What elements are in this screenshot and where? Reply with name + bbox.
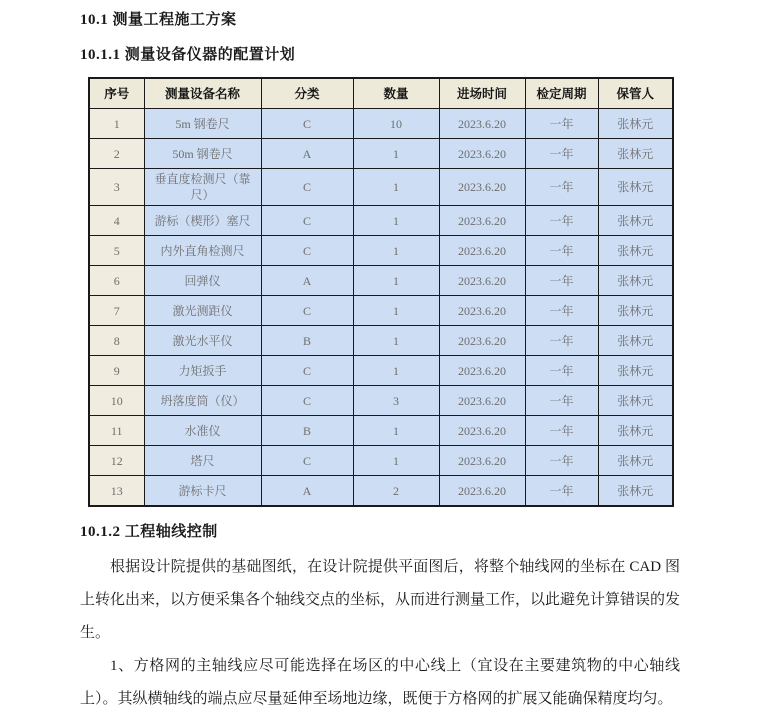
- table-cell: 水准仪: [144, 416, 261, 446]
- table-cell: 2023.6.20: [439, 476, 525, 507]
- table-cell: 一年: [525, 356, 598, 386]
- cell-index: 11: [89, 416, 144, 446]
- table-cell: 2023.6.20: [439, 416, 525, 446]
- table-cell: 张林元: [598, 266, 673, 296]
- table-cell: 张林元: [598, 109, 673, 139]
- table-row: [89, 206, 673, 236]
- table-cell: 张林元: [598, 356, 673, 386]
- column-header-name: 测量设备名称: [144, 78, 261, 109]
- table-cell: A: [261, 266, 353, 296]
- table-cell: C: [261, 109, 353, 139]
- cell-index: 4: [89, 206, 144, 236]
- table-cell: 10: [353, 109, 439, 139]
- section-heading-10-1: 10.1 测量工程施工方案: [80, 12, 237, 28]
- table-cell: 张林元: [598, 386, 673, 416]
- table-cell: C: [261, 386, 353, 416]
- table-cell: 1: [353, 356, 439, 386]
- table-cell: C: [261, 356, 353, 386]
- table-row: [89, 296, 673, 326]
- column-header-index: 序号: [89, 78, 144, 109]
- table-cell: 1: [353, 206, 439, 236]
- table-cell: 张林元: [598, 206, 673, 236]
- table-cell: 一年: [525, 109, 598, 139]
- equipment-table-body: [89, 109, 673, 507]
- table-cell: 2023.6.20: [439, 386, 525, 416]
- paragraph-grid-rule: 1、方格网的主轴线应尽可能选择在场区的中心线上（宜设在主要建筑物的中心轴线上）。其纵横轴线的端点应尽量延伸至场地边缘，既便于方格网的扩展又能确保精度均匀。: [80, 658, 680, 707]
- table-cell: 1: [353, 266, 439, 296]
- cell-index: 9: [89, 356, 144, 386]
- table-cell: B: [261, 416, 353, 446]
- column-header-entrydate: 进场时间: [439, 78, 525, 109]
- cell-index: 13: [89, 476, 144, 507]
- table-cell: B: [261, 326, 353, 356]
- table-row: [89, 386, 673, 416]
- table-cell: 力矩扳手: [144, 356, 261, 386]
- table-cell: 1: [353, 169, 439, 206]
- table-cell: 激光水平仪: [144, 326, 261, 356]
- table-header-row: [89, 78, 673, 109]
- table-cell: 激光测距仪: [144, 296, 261, 326]
- table-cell: 1: [353, 296, 439, 326]
- table-cell: 2023.6.20: [439, 296, 525, 326]
- table-cell: 一年: [525, 139, 598, 169]
- column-header-category: 分类: [261, 78, 353, 109]
- table-cell: 一年: [525, 266, 598, 296]
- table-cell: 一年: [525, 446, 598, 476]
- cell-index: 5: [89, 236, 144, 266]
- table-cell: A: [261, 139, 353, 169]
- cell-index: 6: [89, 266, 144, 296]
- cell-index: 7: [89, 296, 144, 326]
- table-cell: 张林元: [598, 326, 673, 356]
- table-row: [89, 236, 673, 266]
- table-row: [89, 326, 673, 356]
- table-cell: 一年: [525, 386, 598, 416]
- table-cell: 一年: [525, 236, 598, 266]
- equipment-table: [88, 77, 674, 507]
- column-header-quantity: 数量: [353, 78, 439, 109]
- table-cell: A: [261, 476, 353, 507]
- table-cell: 2023.6.20: [439, 139, 525, 169]
- table-cell: C: [261, 169, 353, 206]
- table-cell: 张林元: [598, 236, 673, 266]
- table-row: [89, 266, 673, 296]
- table-cell: 3: [353, 386, 439, 416]
- table-cell: 2023.6.20: [439, 169, 525, 206]
- table-cell: 1: [353, 236, 439, 266]
- table-cell: 5m 钢卷尺: [144, 109, 261, 139]
- table-cell: 坍落度筒（仪）: [144, 386, 261, 416]
- table-cell: 50m 钢卷尺: [144, 139, 261, 169]
- table-cell: C: [261, 296, 353, 326]
- table-cell: C: [261, 206, 353, 236]
- table-cell: 一年: [525, 296, 598, 326]
- table-cell: 1: [353, 416, 439, 446]
- table-cell: 2023.6.20: [439, 206, 525, 236]
- table-cell: 垂直度检测尺（靠尺）: [144, 169, 261, 206]
- table-cell: 一年: [525, 206, 598, 236]
- table-row: [89, 356, 673, 386]
- table-cell: 一年: [525, 326, 598, 356]
- table-cell: 张林元: [598, 446, 673, 476]
- table-cell: 1: [353, 446, 439, 476]
- table-cell: 2023.6.20: [439, 326, 525, 356]
- cell-index: 10: [89, 386, 144, 416]
- table-cell: C: [261, 446, 353, 476]
- table-row: [89, 416, 673, 446]
- table-cell: 2023.6.20: [439, 356, 525, 386]
- table-cell: 一年: [525, 476, 598, 507]
- table-cell: 2023.6.20: [439, 236, 525, 266]
- column-header-period: 检定周期: [525, 78, 598, 109]
- table-cell: C: [261, 236, 353, 266]
- table-cell: 2023.6.20: [439, 109, 525, 139]
- section-heading-10-1-2: 10.1.2 工程轴线控制: [80, 524, 218, 540]
- table-cell: 张林元: [598, 416, 673, 446]
- table-cell: 游标卡尺: [144, 476, 261, 507]
- table-cell: 一年: [525, 169, 598, 206]
- table-cell: 1: [353, 326, 439, 356]
- paragraph-axis-intro: 根据设计院提供的基础图纸，在设计院提供平面图后，将整个轴线网的坐标在 CAD 图上转化出来，以方便采集各个轴线交点的坐标，从而进行测量工作，以此避免计算错误的发生。: [80, 559, 681, 641]
- table-cell: 一年: [525, 416, 598, 446]
- column-header-custodian: 保管人: [598, 78, 673, 109]
- table-cell: 2023.6.20: [439, 266, 525, 296]
- cell-index: 1: [89, 109, 144, 139]
- table-row: [89, 169, 673, 206]
- table-cell: 游标（楔形）塞尺: [144, 206, 261, 236]
- table-cell: 张林元: [598, 169, 673, 206]
- table-row: [89, 446, 673, 476]
- table-cell: 2023.6.20: [439, 446, 525, 476]
- cell-index: 2: [89, 139, 144, 169]
- table-cell: 张林元: [598, 296, 673, 326]
- table-cell: 回弹仪: [144, 266, 261, 296]
- table-row: [89, 109, 673, 139]
- table-row: [89, 476, 673, 507]
- cell-index: 3: [89, 169, 144, 206]
- table-cell: 内外直角检测尺: [144, 236, 261, 266]
- section-heading-10-1-1: 10.1.1 测量设备仪器的配置计划: [80, 47, 296, 63]
- table-cell: 张林元: [598, 476, 673, 507]
- table-cell: 1: [353, 139, 439, 169]
- cell-index: 12: [89, 446, 144, 476]
- table-cell: 2: [353, 476, 439, 507]
- table-cell: 塔尺: [144, 446, 261, 476]
- table-row: [89, 139, 673, 169]
- table-cell: 张林元: [598, 139, 673, 169]
- cell-index: 8: [89, 326, 144, 356]
